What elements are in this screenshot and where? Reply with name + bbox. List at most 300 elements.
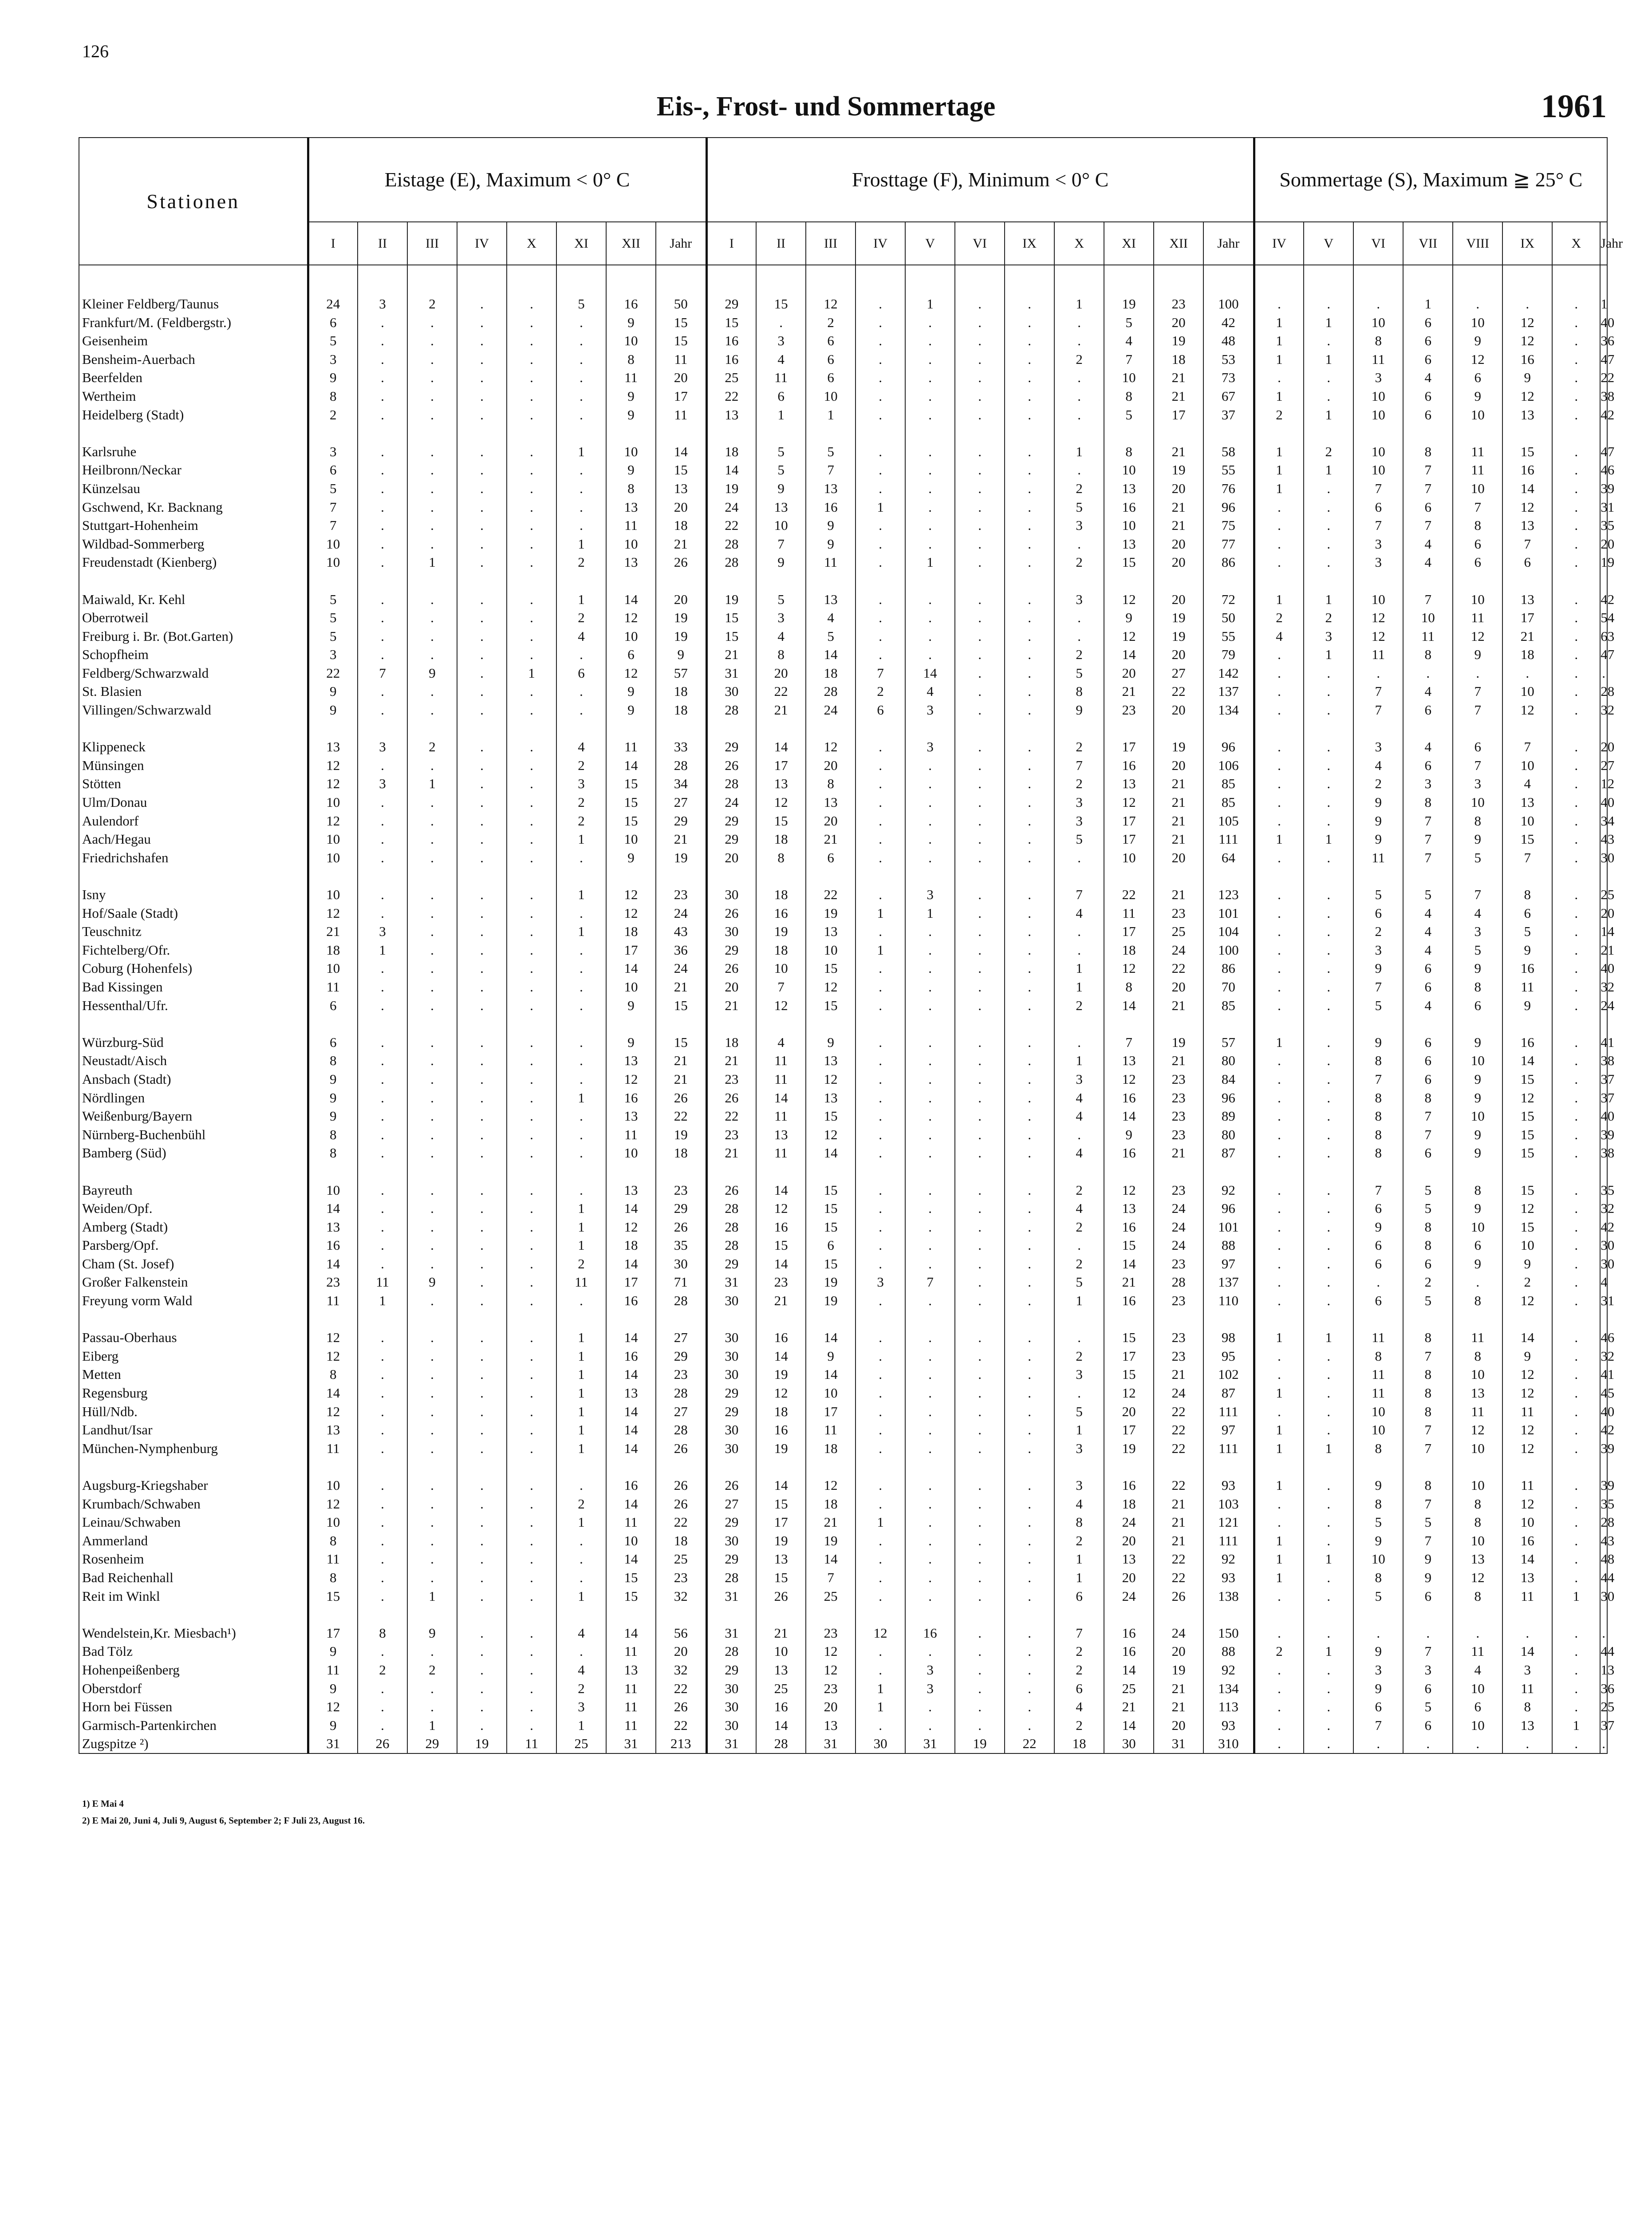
value-cell: . (1552, 1328, 1600, 1347)
value-cell: 13 (1502, 406, 1552, 424)
value-cell: 2 (407, 295, 457, 313)
value-cell: . (856, 627, 905, 646)
value-cell: . (407, 1698, 457, 1716)
value-cell: . (407, 1476, 457, 1495)
value-cell: 1 (556, 1089, 606, 1107)
station-name: Metten (79, 1365, 308, 1384)
spacer-cell (905, 1605, 955, 1624)
value-cell: 20 (656, 1642, 706, 1661)
station-name: Karlsruhe (79, 442, 308, 461)
value-cell: 29 (706, 1384, 756, 1402)
station-name: Bad Kissingen (79, 978, 308, 996)
value-cell: . (1054, 1328, 1104, 1347)
spacer-cell (1353, 1457, 1403, 1476)
value-cell: 10 (606, 442, 656, 461)
value-cell: . (856, 1476, 905, 1495)
value-cell: 21 (706, 1144, 756, 1162)
value-cell: 8 (1453, 1587, 1502, 1606)
value-cell: 10 (606, 332, 656, 350)
value-cell: . (457, 1421, 507, 1439)
value-cell: . (507, 516, 556, 535)
value-cell: 8 (308, 1365, 358, 1384)
spacer-cell (1552, 1605, 1600, 1624)
value-cell: . (905, 1144, 955, 1162)
value-cell: . (407, 682, 457, 701)
value-cell: 12 (806, 738, 856, 756)
value-cell: . (955, 849, 1005, 867)
value-cell: . (407, 313, 457, 332)
spacer-cell (905, 265, 955, 295)
value-cell: 137 (1203, 1273, 1254, 1291)
spacer-cell (1104, 1605, 1154, 1624)
value-cell: 137 (1203, 682, 1254, 701)
value-cell: 22 (656, 1679, 706, 1698)
value-cell: 19 (1154, 461, 1203, 479)
page-year: 1961 (1541, 88, 1607, 125)
spacer-cell (1353, 867, 1403, 885)
value-cell: 4 (1403, 941, 1453, 959)
value-cell: . (955, 1273, 1005, 1291)
value-cell: 1 (1600, 295, 1607, 313)
value-cell: 18 (308, 941, 358, 959)
value-cell: . (407, 793, 457, 812)
value-cell: 10 (756, 516, 806, 535)
value-cell: 19 (756, 1532, 806, 1550)
spacer-cell (905, 1162, 955, 1181)
value-cell: 6 (1353, 1698, 1403, 1716)
value-cell: 15 (606, 774, 656, 793)
value-cell: 9 (606, 682, 656, 701)
value-cell: 16 (1502, 959, 1552, 978)
value-cell: 11 (1502, 1402, 1552, 1421)
value-cell: 30 (706, 1716, 756, 1735)
value-cell: . (856, 1181, 905, 1200)
value-cell: 11 (1453, 1328, 1502, 1347)
station-name: Amberg (Stadt) (79, 1218, 308, 1236)
spacer-cell (1552, 719, 1600, 738)
value-cell: 15 (1502, 1107, 1552, 1125)
value-cell: 102 (1203, 1365, 1254, 1384)
value-cell: 4 (556, 1624, 606, 1643)
value-cell: 12 (806, 978, 856, 996)
value-cell: . (457, 1587, 507, 1606)
spacer-cell (358, 867, 407, 885)
value-cell: 14 (606, 959, 656, 978)
value-cell: 14 (606, 1328, 656, 1347)
value-cell: . (457, 1218, 507, 1236)
table-row (79, 1661, 1607, 1679)
station-name: Heidelberg (Stadt) (79, 406, 308, 424)
value-cell: 41 (1600, 1033, 1607, 1052)
value-cell: . (457, 682, 507, 701)
value-cell: . (1552, 885, 1600, 904)
spacer-cell (1254, 719, 1304, 738)
value-cell: 2 (1403, 1273, 1453, 1291)
spacer-cell (308, 1605, 358, 1624)
value-cell: 24 (308, 295, 358, 313)
value-cell: 113 (1203, 1698, 1254, 1716)
spacer-cell (507, 1605, 556, 1624)
table-row (79, 1125, 1607, 1144)
value-cell: 16 (606, 295, 656, 313)
value-cell: 23 (656, 1365, 706, 1384)
spacer-cell (1502, 424, 1552, 442)
value-cell: . (1304, 996, 1353, 1015)
value-cell: . (1304, 1661, 1353, 1679)
value-cell: 1 (556, 1439, 606, 1458)
value-cell: 20 (1154, 756, 1203, 775)
value-cell: . (358, 608, 407, 627)
value-cell: . (1502, 664, 1552, 683)
value-cell: . (556, 1550, 606, 1568)
value-cell: 20 (806, 756, 856, 775)
value-cell: 19 (1154, 332, 1203, 350)
value-cell: . (1054, 368, 1104, 387)
value-cell: 5 (1403, 1291, 1453, 1310)
value-cell: . (507, 682, 556, 701)
value-cell: 10 (1453, 793, 1502, 812)
value-cell: . (556, 350, 606, 369)
value-cell: 17 (756, 1513, 806, 1532)
spacer-cell (358, 572, 407, 590)
value-cell: . (1254, 535, 1304, 553)
spacer-cell (308, 265, 358, 295)
value-cell: 20 (1104, 664, 1154, 683)
value-cell: . (457, 959, 507, 978)
frost-month-header: XI (1104, 222, 1154, 265)
value-cell: . (457, 1089, 507, 1107)
value-cell: . (856, 313, 905, 332)
value-cell: 11 (1353, 849, 1403, 867)
value-cell: 24 (706, 498, 756, 517)
value-cell: . (955, 516, 1005, 535)
value-cell: 21 (756, 1624, 806, 1643)
value-cell: 24 (1154, 1236, 1203, 1255)
value-cell: 21 (656, 535, 706, 553)
value-cell: . (1600, 664, 1607, 683)
table-row (79, 645, 1607, 664)
spacer-cell (1054, 719, 1104, 738)
value-cell: 14 (1104, 1661, 1154, 1679)
value-cell: 3 (1353, 941, 1403, 959)
value-cell: 19 (1154, 608, 1203, 627)
value-cell: 14 (606, 1255, 656, 1273)
spacer-cell (606, 1015, 656, 1033)
value-cell: 8 (1104, 387, 1154, 406)
value-cell: 21 (1600, 941, 1607, 959)
spacer-cell (856, 1605, 905, 1624)
value-cell: 1 (905, 295, 955, 313)
value-cell: 29 (706, 1513, 756, 1532)
value-cell: 3 (308, 645, 358, 664)
value-cell: 9 (606, 387, 656, 406)
table-row (79, 1199, 1607, 1218)
value-cell: 10 (308, 885, 358, 904)
value-cell: 4 (1502, 774, 1552, 793)
value-cell: . (507, 1199, 556, 1218)
value-cell: 1 (1254, 1439, 1304, 1458)
value-cell: 29 (706, 1255, 756, 1273)
value-cell: 26 (706, 1476, 756, 1495)
value-cell: 12 (1600, 774, 1607, 793)
value-cell: 15 (1104, 553, 1154, 572)
page-title: Eis-, Frost- und Sommertage (656, 91, 996, 122)
value-cell: 8 (1353, 332, 1403, 350)
spacer-cell (806, 1015, 856, 1033)
spacer-cell (955, 1457, 1005, 1476)
table-row (79, 1513, 1607, 1532)
spacer-cell (1600, 1605, 1607, 1624)
value-cell: . (1005, 1273, 1054, 1291)
value-cell: 2 (556, 608, 606, 627)
value-cell: . (856, 1402, 905, 1421)
value-cell: . (457, 1716, 507, 1735)
value-cell: 24 (706, 793, 756, 812)
value-cell: 30 (706, 1421, 756, 1439)
value-cell: . (1304, 1347, 1353, 1366)
value-cell: 38 (1600, 1051, 1607, 1070)
value-cell: 13 (806, 1051, 856, 1070)
value-cell: 6 (1403, 1033, 1453, 1052)
value-cell: 40 (1600, 313, 1607, 332)
value-cell: . (358, 1089, 407, 1107)
value-cell: . (955, 590, 1005, 609)
spacer-cell (1600, 572, 1607, 590)
value-cell: 29 (656, 1199, 706, 1218)
spacer-cell (1552, 1015, 1600, 1033)
value-cell: . (358, 1199, 407, 1218)
value-cell: 25 (1104, 1679, 1154, 1698)
value-cell: 9 (606, 701, 656, 719)
value-cell: 16 (1104, 1144, 1154, 1162)
value-cell: 31 (308, 1734, 358, 1753)
spacer-cell (756, 265, 806, 295)
spacer-cell (1054, 424, 1104, 442)
value-cell: 7 (1403, 1642, 1453, 1661)
value-cell: 8 (1403, 1089, 1453, 1107)
value-cell: . (407, 1421, 457, 1439)
spacer-cell (1403, 424, 1453, 442)
value-cell: 11 (308, 1291, 358, 1310)
value-cell: 1 (856, 498, 905, 517)
value-cell: . (955, 1642, 1005, 1661)
value-cell: 13 (1502, 1568, 1552, 1587)
value-cell: 3 (1054, 590, 1104, 609)
value-cell: 27 (706, 1495, 756, 1513)
value-cell: 15 (1502, 442, 1552, 461)
value-cell: 12 (308, 774, 358, 793)
value-cell: 40 (1600, 1107, 1607, 1125)
table-row (79, 442, 1607, 461)
value-cell: 7 (1403, 516, 1453, 535)
value-cell: 1 (1254, 590, 1304, 609)
value-cell: 26 (656, 1439, 706, 1458)
station-name: Eiberg (79, 1347, 308, 1366)
value-cell: . (556, 978, 606, 996)
value-cell: 1 (556, 1513, 606, 1532)
value-cell: . (358, 645, 407, 664)
value-cell: 8 (1353, 1568, 1403, 1587)
value-cell: 106 (1203, 756, 1254, 775)
value-cell: 16 (806, 498, 856, 517)
value-cell: 4 (756, 627, 806, 646)
station-name: Oberrotweil (79, 608, 308, 627)
value-cell: 23 (1154, 1089, 1203, 1107)
value-cell: 18 (656, 701, 706, 719)
value-cell: 36 (1600, 332, 1607, 350)
spacer-cell (1154, 1162, 1203, 1181)
value-cell: 11 (308, 1439, 358, 1458)
value-cell: . (905, 941, 955, 959)
spacer-cell (1154, 719, 1203, 738)
value-cell: . (507, 1568, 556, 1587)
value-cell: . (1304, 295, 1353, 313)
value-cell: . (1304, 1365, 1353, 1384)
spacer-cell (905, 1457, 955, 1476)
value-cell: 16 (1104, 1624, 1154, 1643)
value-cell: . (1254, 756, 1304, 775)
value-cell: 15 (656, 313, 706, 332)
value-cell: . (457, 387, 507, 406)
value-cell: . (1552, 1439, 1600, 1458)
value-cell: . (358, 368, 407, 387)
value-cell: 3 (905, 1661, 955, 1679)
value-cell: 9 (1353, 959, 1403, 978)
value-cell: 8 (1403, 793, 1453, 812)
value-cell: 8 (1403, 1384, 1453, 1402)
spacer-cell (1403, 719, 1453, 738)
value-cell: . (407, 1402, 457, 1421)
value-cell: . (556, 368, 606, 387)
value-cell: 5 (1353, 996, 1403, 1015)
value-cell: 7 (1353, 479, 1403, 498)
value-cell: 6 (806, 1236, 856, 1255)
value-cell: 3 (905, 885, 955, 904)
value-cell: 12 (756, 793, 806, 812)
spacer-cell (457, 265, 507, 295)
value-cell: . (1304, 1181, 1353, 1200)
value-cell: . (905, 1218, 955, 1236)
spacer-cell (806, 1457, 856, 1476)
value-cell: . (955, 959, 1005, 978)
table-row (79, 1532, 1607, 1550)
value-cell: . (358, 590, 407, 609)
value-cell: 18 (756, 830, 806, 849)
value-cell: 11 (1453, 461, 1502, 479)
value-cell: 8 (806, 774, 856, 793)
value-cell: 22 (756, 682, 806, 701)
value-cell: . (856, 812, 905, 830)
spacer-cell (1502, 1015, 1552, 1033)
value-cell: 1 (1552, 1587, 1600, 1606)
value-cell: 20 (1104, 1532, 1154, 1550)
frost-month-header: IV (856, 222, 905, 265)
value-cell: 27 (1600, 756, 1607, 775)
value-cell: 7 (756, 978, 806, 996)
value-cell: 1 (1054, 442, 1104, 461)
value-cell: 21 (1154, 1495, 1203, 1513)
spacer-cell (308, 1162, 358, 1181)
value-cell: . (856, 1661, 905, 1679)
value-cell: . (1552, 368, 1600, 387)
spacer-cell (1403, 1457, 1453, 1476)
value-cell: . (457, 313, 507, 332)
value-cell: 58 (1203, 442, 1254, 461)
value-cell: 11 (1353, 645, 1403, 664)
value-cell: 29 (656, 812, 706, 830)
value-cell: 5 (1353, 1513, 1403, 1532)
value-cell: 8 (1453, 1495, 1502, 1513)
value-cell: 24 (1154, 1199, 1203, 1218)
value-cell: 12 (1502, 313, 1552, 332)
value-cell: 18 (1054, 1734, 1104, 1753)
value-cell: 21 (806, 1513, 856, 1532)
value-cell: . (358, 1679, 407, 1698)
value-cell: . (1304, 849, 1353, 867)
value-cell: 8 (1453, 1513, 1502, 1532)
value-cell: 6 (308, 461, 358, 479)
value-cell: . (1304, 1568, 1353, 1587)
value-cell: 42 (1600, 1218, 1607, 1236)
table-row (79, 1568, 1607, 1587)
value-cell: 100 (1203, 295, 1254, 313)
value-cell: 1 (1304, 1328, 1353, 1347)
value-cell: 20 (1154, 553, 1203, 572)
value-cell: 20 (806, 1698, 856, 1716)
spacer-cell (656, 424, 706, 442)
value-cell: . (856, 996, 905, 1015)
value-cell: . (457, 295, 507, 313)
value-cell: . (457, 516, 507, 535)
value-cell: . (955, 1328, 1005, 1347)
value-cell: . (556, 645, 606, 664)
value-cell: . (905, 1532, 955, 1550)
value-cell: 80 (1203, 1051, 1254, 1070)
value-cell: 54 (1600, 608, 1607, 627)
value-cell: 22 (1154, 1421, 1203, 1439)
value-cell: 10 (1453, 1476, 1502, 1495)
spacer-cell (1203, 572, 1254, 590)
value-cell: 86 (1203, 553, 1254, 572)
spacer-cell (1353, 1015, 1403, 1033)
value-cell: 28 (706, 701, 756, 719)
value-cell: 10 (606, 978, 656, 996)
spacer-cell (1203, 719, 1254, 738)
value-cell: 16 (756, 1698, 806, 1716)
value-cell: . (905, 535, 955, 553)
value-cell: . (1552, 332, 1600, 350)
value-cell: . (955, 368, 1005, 387)
table-row (79, 350, 1607, 369)
value-cell: 12 (1502, 1365, 1552, 1384)
value-cell: 13 (606, 1051, 656, 1070)
value-cell: 16 (706, 350, 756, 369)
value-cell: . (507, 941, 556, 959)
value-cell: 10 (606, 535, 656, 553)
spacer-cell (1054, 572, 1104, 590)
spacer-cell (308, 1310, 358, 1329)
value-cell: . (407, 479, 457, 498)
value-cell: 7 (1104, 1033, 1154, 1052)
value-cell: 14 (1104, 1255, 1154, 1273)
value-cell: 6 (1403, 1255, 1453, 1273)
value-cell: 11 (1104, 904, 1154, 923)
value-cell: 22 (656, 1716, 706, 1735)
value-cell: 30 (706, 1347, 756, 1366)
value-cell: . (1304, 1273, 1353, 1291)
value-cell: . (358, 1532, 407, 1550)
spacer-cell (358, 1605, 407, 1624)
